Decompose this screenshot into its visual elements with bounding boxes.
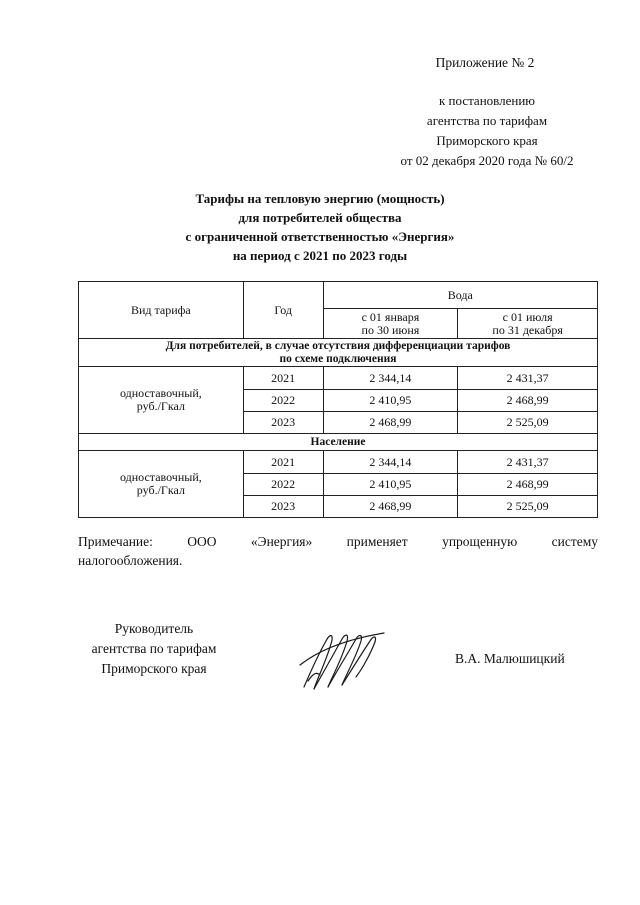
- section-title: [79, 339, 598, 367]
- header-tariff-type: Вид тарифа: [79, 282, 244, 339]
- year-cell: 2023: [243, 496, 323, 518]
- note-line-1: Примечание: ООО «Энергия» применяет упрощенную систему: [78, 534, 598, 549]
- value-cell: 2 431,37: [458, 451, 598, 474]
- header-period-2: [458, 309, 598, 339]
- value-cell: 2 410,95: [323, 390, 458, 412]
- year-cell: 2022: [243, 474, 323, 496]
- decree-line: Приморского края: [436, 133, 538, 148]
- signer-name: В.А. Малюшицкий: [455, 651, 565, 666]
- tariff-type-cell: [79, 367, 244, 434]
- value-cell: 2 344,14: [323, 451, 458, 474]
- title-line: для потребителей общества: [238, 210, 402, 225]
- value-cell: 2 468,99: [323, 412, 458, 434]
- section-title-line: по схеме подключения: [279, 352, 397, 365]
- handwritten-signature: [296, 625, 388, 695]
- note-line-2: налогообложения.: [78, 553, 183, 568]
- decree-line: агентства по тарифам: [426, 113, 548, 128]
- tariff-type-line: одноставочный,: [120, 386, 202, 400]
- title-line: на период с 2021 по 2023 годы: [232, 248, 408, 263]
- period-2-start: с 01 июля: [502, 309, 553, 324]
- value-cell: 2 344,14: [323, 367, 458, 390]
- title-line: Тарифы на тепловую энергию (мощность): [195, 191, 445, 206]
- signer-position-line: Приморского края: [101, 661, 207, 676]
- signer-position-line: Руководитель: [114, 621, 194, 636]
- value-cell: 2 525,09: [458, 412, 598, 434]
- value-cell: 2 468,99: [458, 390, 598, 412]
- decree-line: к постановлению: [438, 93, 536, 108]
- year-cell: 2021: [243, 367, 323, 390]
- appendix-number: Приложение № 2: [435, 55, 535, 70]
- decree-line: от 02 декабря 2020 года № 60/2: [400, 153, 574, 168]
- table-row: [79, 451, 598, 474]
- signer-position: [74, 619, 234, 679]
- tariff-type-line: одноставочный,: [120, 470, 202, 484]
- value-cell: 2 431,37: [458, 367, 598, 390]
- value-cell: 2 525,09: [458, 496, 598, 518]
- table-row: [79, 367, 598, 390]
- header-water: Вода: [323, 282, 597, 309]
- value-cell: 2 410,95: [323, 474, 458, 496]
- period-1-end: по 30 июня: [361, 322, 420, 337]
- decree-reference: [374, 91, 600, 171]
- year-cell: 2023: [243, 412, 323, 434]
- section-title: [79, 434, 598, 451]
- section-title-line: Для потребителей, в случае отсутствия дифференциации тарифов: [165, 339, 511, 352]
- value-cell: 2 468,99: [323, 496, 458, 518]
- period-2-end: по 31 декабря: [492, 322, 563, 337]
- tariff-type-cell: [79, 451, 244, 518]
- document-title: [110, 189, 530, 265]
- section-title-line: Население: [310, 435, 366, 448]
- value-cell: 2 468,99: [458, 474, 598, 496]
- tariff-table: [78, 281, 598, 518]
- header-year: Год: [243, 282, 323, 339]
- tariff-type-unit: руб./Гкал: [136, 483, 185, 497]
- tariff-type-unit: руб./Гкал: [136, 399, 185, 413]
- period-1-start: с 01 января: [361, 309, 420, 324]
- year-cell: 2022: [243, 390, 323, 412]
- signer-position-line: агентства по тарифам: [91, 641, 217, 656]
- title-line: с ограниченной ответственностью «Энергия»: [185, 229, 455, 244]
- year-cell: 2021: [243, 451, 323, 474]
- header-period-1: [323, 309, 458, 339]
